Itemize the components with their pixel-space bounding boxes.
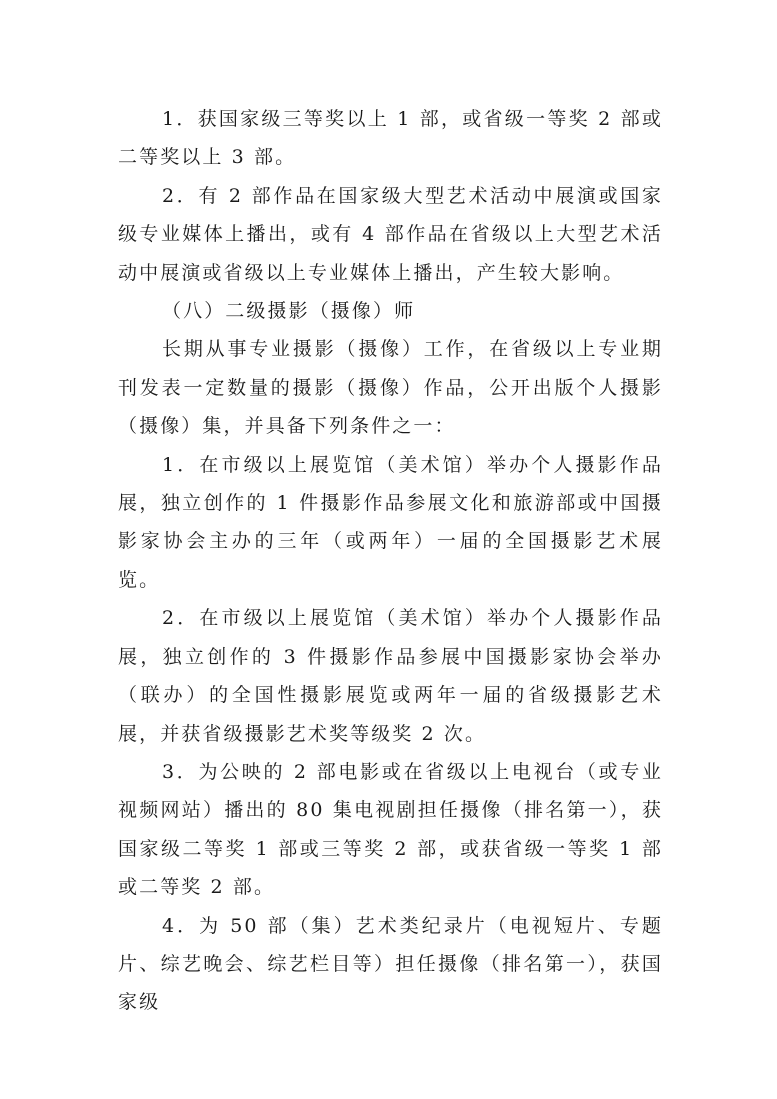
section-heading-grade2-photographer: （八）二级摄影（摄像）师 xyxy=(162,300,416,323)
paragraph-condition-3: 3．为公映的 2 部电影或在省级以上电视台（或专业视频网站）播出的 80 集电视剧担任摄像（排名第一），获国家级二等奖 1 部或三等奖 2 部，或获省级一等奖 1 部或二等奖 2 部。 xyxy=(118,760,663,899)
paragraph-condition-1: 1．在市级以上展览馆（美术馆）举办个人摄影作品展，独立创作的 1 件摄影作品参展文化和旅游部或中国摄影家协会主办的三年（或两年）一届的全国摄影艺术展览。 xyxy=(118,453,663,591)
paragraph-requirements-intro: 长期从事专业摄影（摄像）工作，在省级以上专业期刊发表一定数量的摄影（摄像）作品，公开出版个人摄影（摄像）集，并具备下列条件之一： xyxy=(118,338,663,438)
paragraph-item-2-performance: 2．有 2 部作品在国家级大型艺术活动中展演或国家级专业媒体上播出，或有 4 部作品在省级以上大型艺术活动中展演或省级以上专业媒体上播出，产生较大影响。 xyxy=(118,184,663,284)
document-body xyxy=(118,100,663,1022)
paragraph-condition-2: 2．在市级以上展览馆（美术馆）举办个人摄影作品展，独立创作的 3 件摄影作品参展中国摄影家协会举办（联办）的全国性摄影展览或两年一届的省级摄影艺术展，并获省级摄影艺术奖等级奖 2 次。 xyxy=(118,607,663,745)
paragraph-item-1-award: 1．获国家级三等奖以上 1 部，或省级一等奖 2 部或二等奖以上 3 部。 xyxy=(118,108,663,169)
paragraph-condition-4: 4．为 50 部（集）艺术类纪录片（电视短片、专题片、综艺晚会、综艺栏目等）担任摄像（排名第一），获国家级 xyxy=(118,914,663,1014)
